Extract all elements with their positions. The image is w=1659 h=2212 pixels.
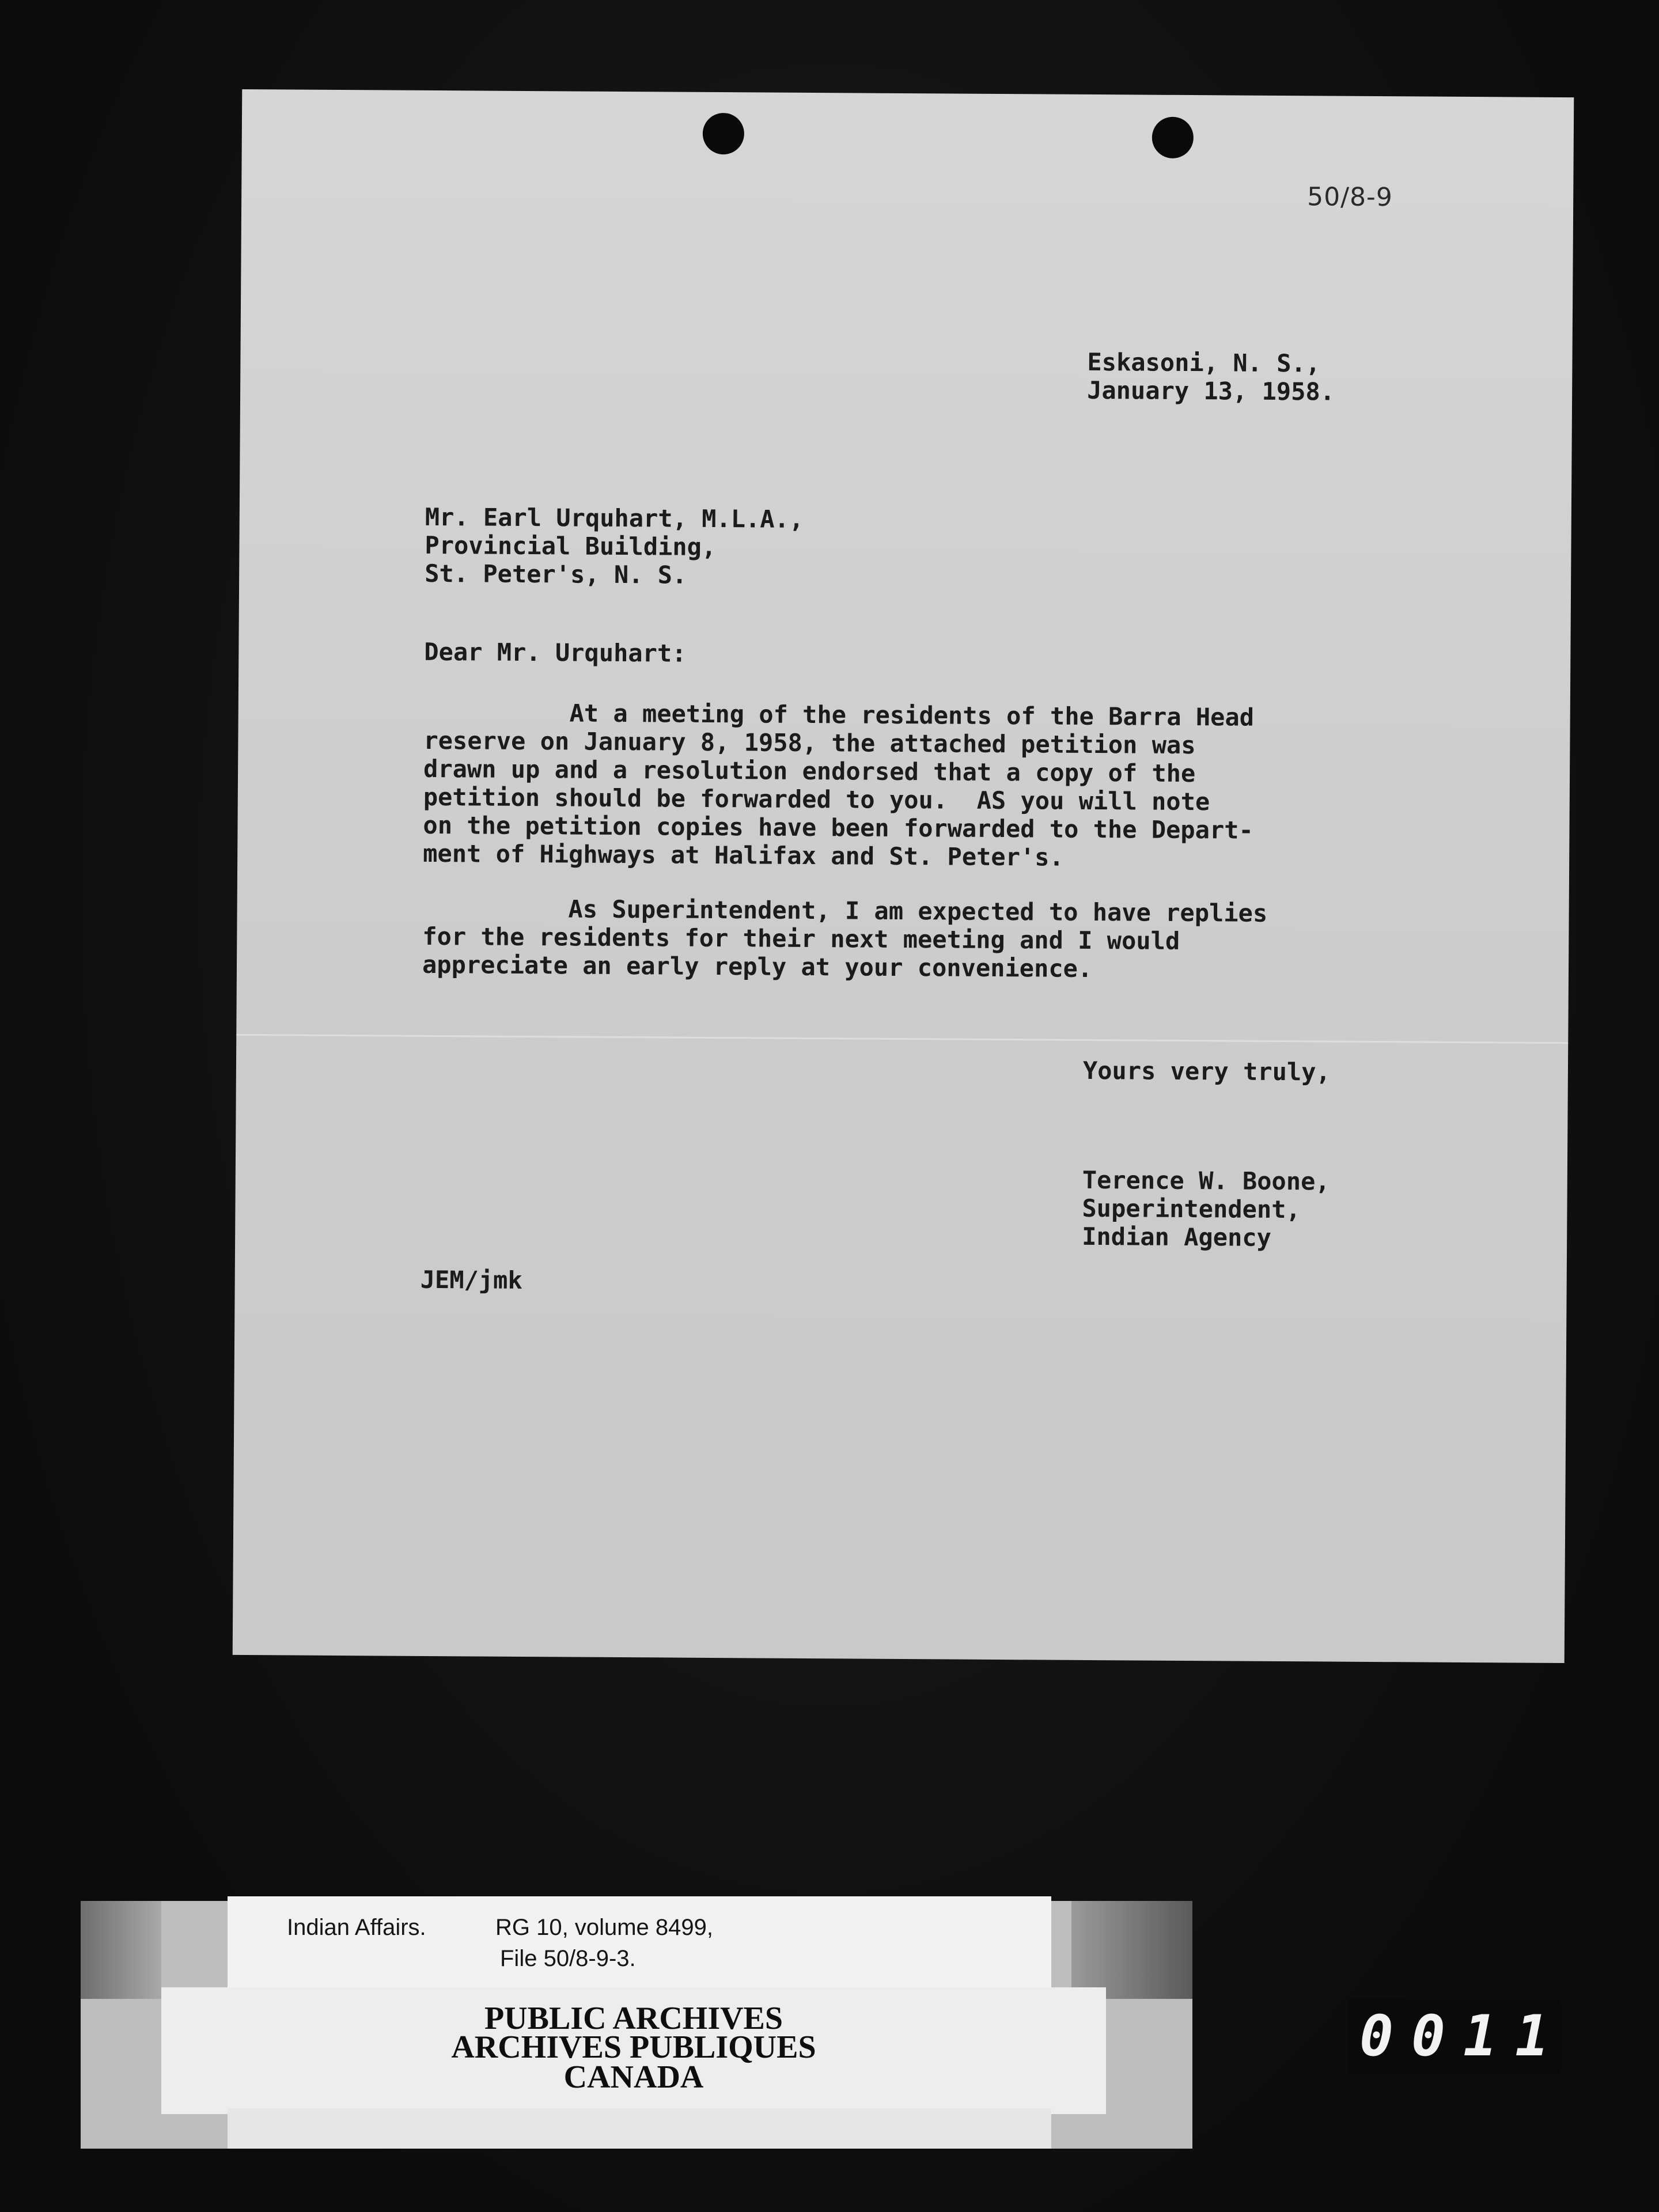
fold-line — [236, 1034, 1568, 1044]
closing: Yours very truly, — [1082, 1056, 1331, 1086]
frame-digit: 0 — [1411, 2003, 1446, 2069]
signatory-name: Terence W. Boone, — [1082, 1165, 1330, 1196]
body-line: As Superintendent, I am expected to have replies — [422, 893, 1268, 927]
label-tab-left — [81, 1901, 161, 1999]
body-line: for the residents for their next meeting and I would — [422, 922, 1180, 955]
body-line: reserve on January 8, 1958, the attached petition was — [423, 726, 1196, 760]
body-line: appreciate an early reply at your convenience. — [422, 950, 1093, 983]
fonds-label: Indian Affairs. — [287, 1915, 426, 1940]
recipient-town: St. Peter's, N. S. — [425, 559, 687, 589]
letter-date: January 13, 1958. — [1087, 376, 1335, 406]
archive-reference-card — [228, 1896, 1051, 1988]
body-line: drawn up and a resolution endorsed that a copy of the — [423, 754, 1196, 788]
label-tab-right — [1071, 1901, 1192, 1999]
body-line: on the petition copies have been forwarded to the Depart- — [423, 810, 1253, 844]
recipient-building: Provincial Building, — [425, 531, 717, 562]
sender-place: Eskasoni, N. S., — [1087, 347, 1321, 378]
punch-hole-left — [703, 113, 744, 154]
body-line: At a meeting of the residents of the Barra Head — [423, 698, 1255, 732]
punch-hole-right — [1152, 117, 1194, 158]
recipient-name: Mr. Earl Urquhart, M.L.A., — [425, 502, 804, 533]
frame-digit: 1 — [1463, 2003, 1498, 2069]
typist-initials: JEM/jmk — [420, 1265, 522, 1294]
salutation: Dear Mr. Urquhart: — [424, 637, 687, 668]
signatory-office: Indian Agency — [1082, 1222, 1272, 1252]
volume-label: RG 10, volume 8499, — [495, 1915, 713, 1940]
frame-digit: 1 — [1515, 2003, 1550, 2069]
archive-name-french: ARCHIVES PUBLIQUES — [451, 2029, 816, 2065]
file-label: File 50/8-9-3. — [500, 1946, 636, 1971]
body-line: ment of Highways at Halifax and St. Peter's. — [423, 839, 1064, 872]
archive-card-bottom — [228, 2108, 1051, 2149]
body-line: petition should be forwarded to you. AS you will note — [423, 782, 1210, 816]
file-reference: 50/8-9 — [1307, 182, 1393, 213]
letter-page — [233, 89, 1574, 1663]
signatory-title: Superintendent, — [1082, 1194, 1301, 1224]
archive-country: CANADA — [563, 2059, 704, 2095]
frame-counter — [1348, 1999, 1561, 2074]
archive-name-english: PUBLIC ARCHIVES — [484, 2001, 783, 2036]
frame-digit: 0 — [1359, 2003, 1394, 2069]
